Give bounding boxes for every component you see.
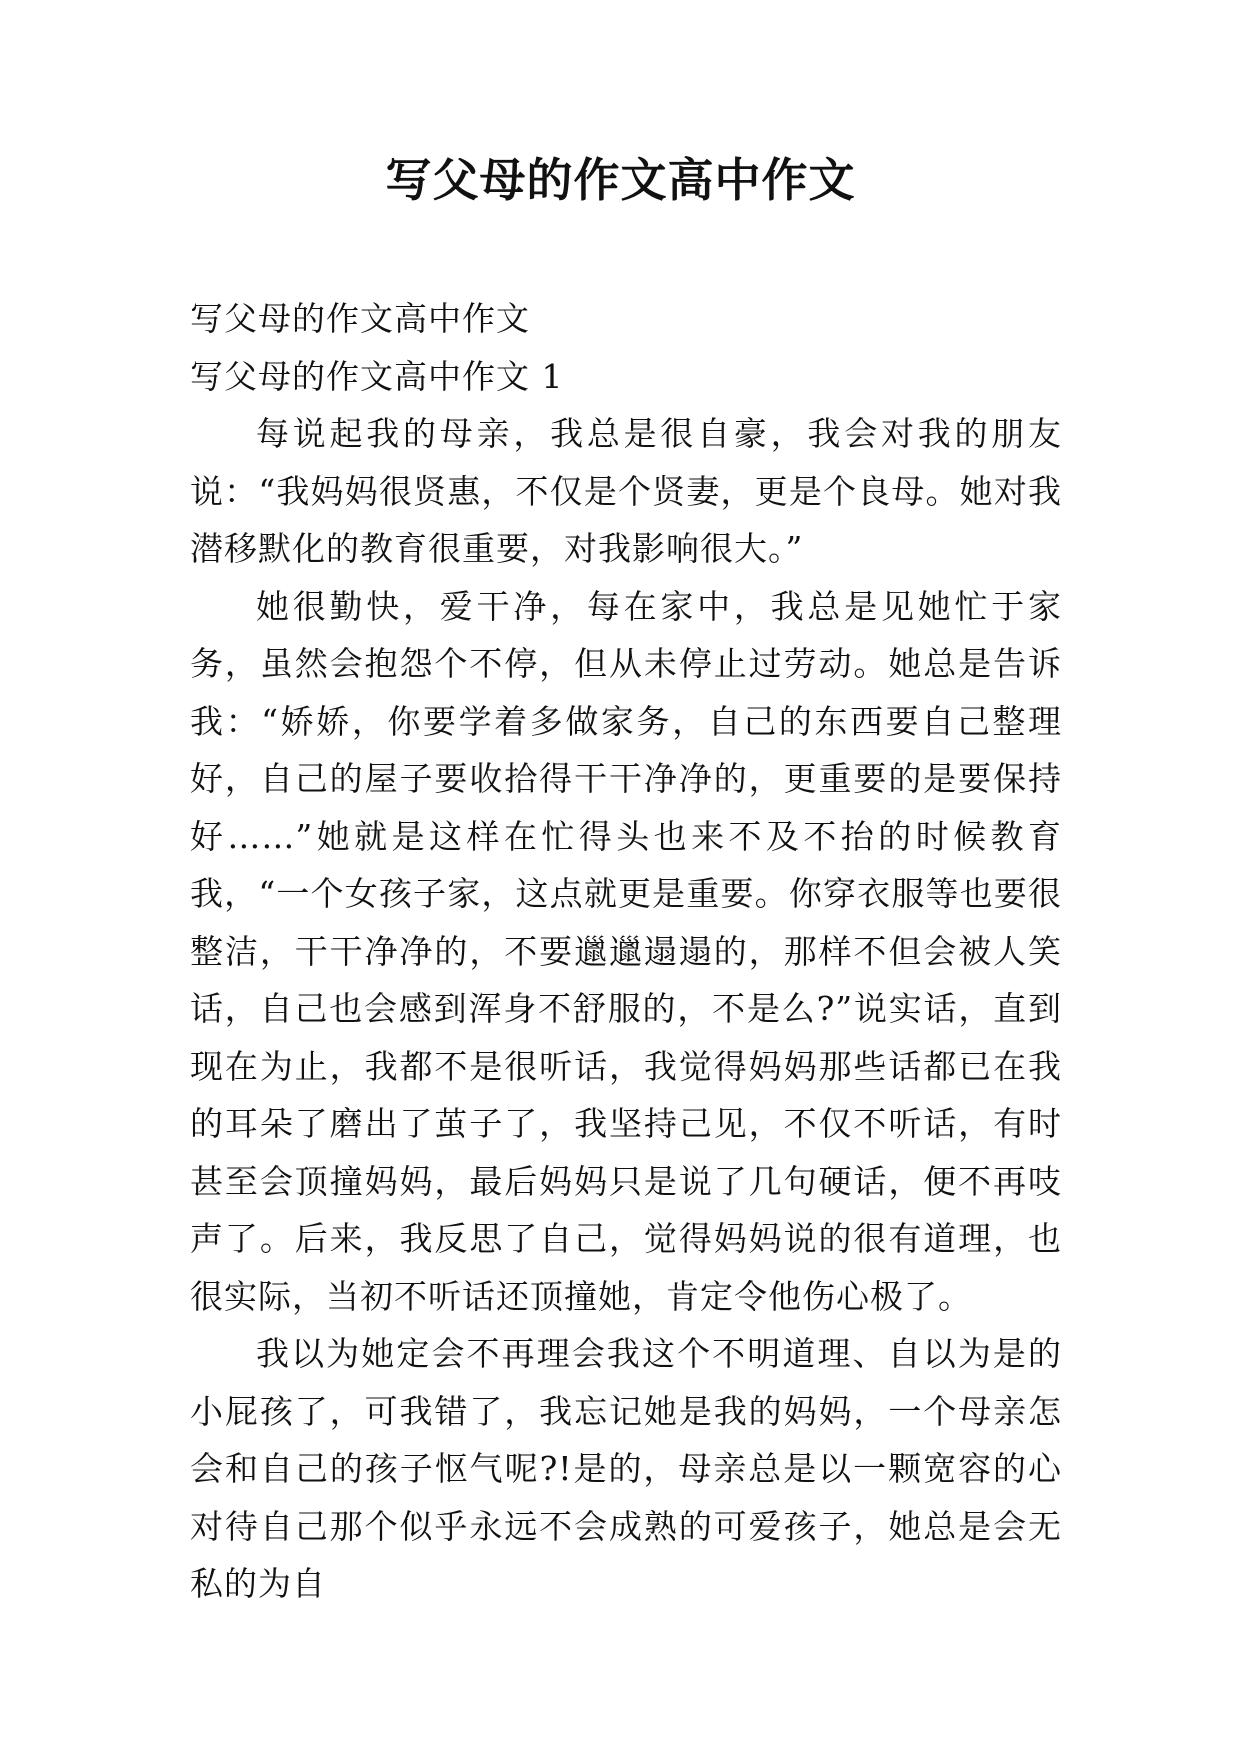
document-title: 写父母的作文高中作文: [385, 153, 856, 207]
document-subtitle: 写父母的作文高中作文: [190, 299, 530, 338]
paragraph-1: 每说起我的母亲，我总是很自豪，我会对我的朋友说：“我妈妈很贤惠，不仅是个贤妻，更是个良母。她对我潜移默化的教育很重要，对我影响很大。”: [190, 414, 1062, 568]
document-body: [190, 290, 1062, 1613]
section-heading: 写父母的作文高中作文 1: [190, 356, 564, 396]
paragraph-2: 她很勤快，爱干净，每在家中，我总是见她忙于家务，虽然会抱怨个不停，但从未停止过劳动。她总是告诉我：“娇娇，你要学着多做家务，自己的东西要自己整理好，自己的屋子要收拾得干干净净的，更重要的是要保持好……”她就是这样在忙得头也来不及不抬的时候教育我，“一个女孩子家，这点就更是重要。你穿衣服等也要很整洁，干干净净的，不要邋邋遢遢的，那样不但会被人笑话，自己也会感到浑身不舒服的，不是么?”说实话，直到现在为止，我都不是很听话，我觉得妈妈那些话都已在我的耳朵了磨出了茧子了，我坚持己见，不仅不听话，有时甚至会顶撞妈妈，最后妈妈只是说了几句硬话，便不再吱声了。后来，我反思了自己，觉得妈妈说的很有道理，也很实际，当初不听话还顶撞她，肯定令他伤心极了。: [190, 586, 1062, 1316]
paragraph-3: 我以为她定会不再理会我这个不明道理、自以为是的小屁孩了，可我错了，我忘记她是我的妈妈，一个母亲怎会和自己的孩子怄气呢?!是的，母亲总是以一颗宽容的心对待自己那个似乎永远不会成熟的可爱孩子，她总是会无私的为自: [190, 1334, 1062, 1603]
